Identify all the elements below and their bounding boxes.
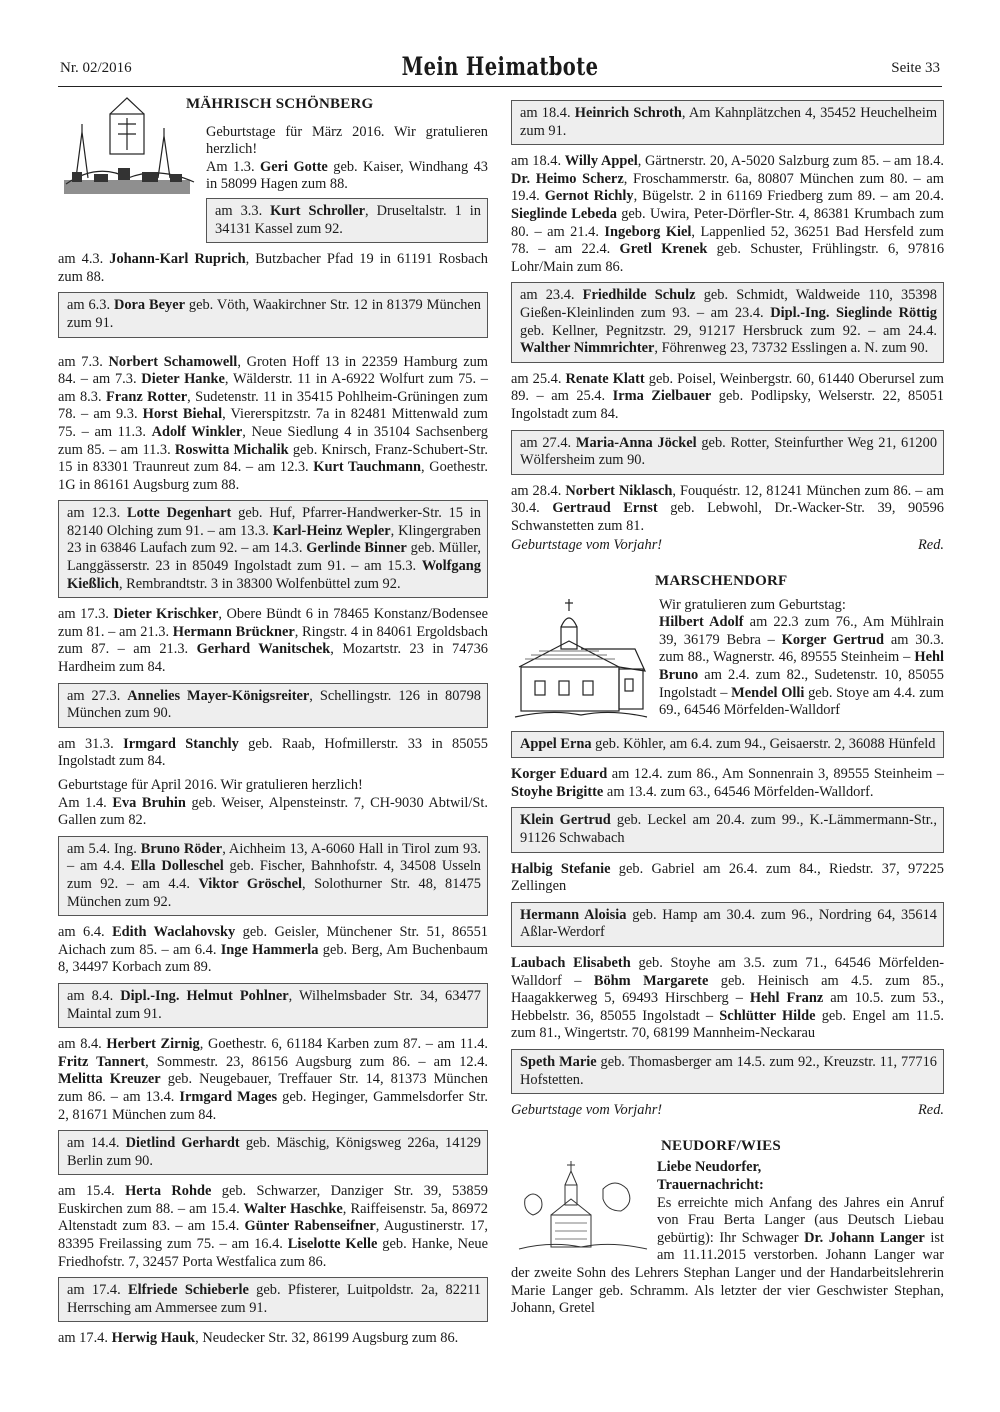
person-name: Halbig Stefanie: [511, 860, 611, 877]
greeting: Liebe Neudorfer,: [657, 1159, 762, 1176]
person-name: Norbert Schamowell: [108, 353, 238, 370]
text: geb. Heginger, Gammelsdorfer Str. 2, 81671 München zum 84.: [58, 1088, 488, 1123]
person-name: Melitta Kreuzer: [58, 1071, 161, 1088]
person-name: Günter Rabenseifner: [244, 1218, 376, 1235]
person-name: Korger Gertrud: [781, 631, 885, 648]
page-number: Seite 33: [891, 60, 940, 76]
text: geb. Schuster, Frühlingstr. 6, 97816 Lohr/Main zum 86.: [511, 241, 945, 275]
text: , Wälderstr. 11 in A-6922 Wolfurt zum 75. – am 8.3.: [58, 371, 488, 405]
boxed-entry: [58, 836, 488, 916]
person-name: Friedhilde Schulz: [582, 287, 696, 304]
text: geb. Kellner, Pegnitzstr. 29, 91217 Hersbruck zum 92. – am 24.4.: [520, 322, 937, 339]
details: geb. Pfisterer, Luitpoldstr. 2a, 82211 Herrsching am Ammersee zum 91.: [67, 1282, 481, 1316]
text: , Sudetenstr. 11 in 35415 Pohlheim-Grüningen zum 78. – am 9.3.: [58, 388, 488, 423]
person-name: Gretl Krenek: [619, 241, 708, 258]
text: am 23.4.: [520, 287, 583, 304]
entry: [58, 1183, 488, 1271]
person-name: Hehl Franz: [749, 990, 824, 1007]
boxed-entry: [58, 1130, 488, 1175]
person-name: Appel Erna: [520, 735, 592, 752]
person-name: Dieter Krischker: [113, 606, 219, 623]
details: , Am Kahnplätzchen 4, 35452 Heuchelheim zum 91.: [520, 105, 938, 139]
text: geb. Berg, Am Buchenbaum 8, 34497 Korbach zum 89.: [58, 941, 488, 976]
person-name: Renate Klatt: [565, 370, 645, 387]
person-name: Eva Bruhin: [112, 794, 186, 811]
boxed-entry: [511, 807, 944, 852]
details: geb. Weiser, Alpensteinstr. 7, CH-9030 Abtwil/St. Gallen zum 82.: [58, 794, 488, 829]
date: am 31.3.: [58, 735, 124, 752]
intro-text: [206, 124, 488, 194]
person-name: Walter Haschke: [243, 1200, 343, 1217]
editor-mark: Red.: [918, 537, 944, 554]
person-name: Lotte Degenhart: [127, 505, 232, 522]
town-illustration-icon: [58, 92, 198, 210]
text: geb. Huf, Pfarrer-Handwerker-Str. 15 in 82140 Olching zum 91. – am 13.3.: [67, 505, 481, 539]
person-name: Speth Marie: [520, 1053, 597, 1070]
person-name: Walther Nimmrichter: [520, 340, 655, 357]
text: , Gärtnerstr. 20, A-5020 Salzburg zum 85. – am 18.4.: [637, 153, 944, 170]
section-title-neudorf: NEUDORF/WIES: [661, 1137, 781, 1154]
marschendorf-intro: [511, 597, 944, 727]
text: geb. Schwarzer, Danziger Str. 39, 53859 Euskirchen zum 88. – am 15.4.: [58, 1183, 488, 1217]
date: am 17.4.: [58, 1330, 112, 1347]
person-name: Dieter Hanke: [141, 371, 225, 388]
april-intro: [58, 777, 488, 830]
text: am 8.4.: [58, 1036, 107, 1053]
person-name: Laubach Elisabeth: [511, 955, 631, 971]
text: am 12.3.: [67, 505, 127, 522]
person-name: Edith Waclahovsky: [112, 924, 236, 941]
person-name: Irmgard Mages: [179, 1088, 278, 1105]
person-name: Inge Hammerla: [220, 941, 319, 958]
details: geb. Köhler, am 6.4. zum 94., Geisaerstr. 2, 36088 Hünfeld: [591, 735, 936, 752]
text: am 30.3. zum 88., Wagnerstr. 46, 89555 Steinheim –: [659, 631, 944, 666]
footnote: [511, 537, 944, 555]
person-name: Sieglinde Lebeda: [511, 205, 617, 222]
text: geb. Müller, Langgässerstr. 23 in 85049 Ingolstadt zum 91. – am 15.3.: [67, 540, 481, 575]
section-intro: [58, 92, 488, 251]
date: am 14.4.: [67, 1135, 126, 1152]
person-name: Irmgard Stanchly: [123, 735, 239, 752]
neudorf-article: [511, 1159, 944, 1317]
details: geb. Mäschig, Königsweg 226a, 14129 Berlin zum 90.: [67, 1135, 481, 1169]
person-name: Heinrich Schroth: [574, 105, 682, 121]
person-name: Viktor Gröschel: [198, 875, 303, 892]
details: , Wilhelmsbader Str. 34, 63477 Maintal zum 91.: [67, 987, 481, 1022]
date: am 27.4.: [520, 434, 576, 451]
person-name: Stoyhe Brigitte: [511, 783, 604, 800]
person-name: Gernot Richly: [544, 188, 634, 205]
person-name: Herwig Hauk: [111, 1330, 196, 1347]
person-name: Kurt Schroller: [270, 202, 366, 219]
details: geb. Raab, Hofmillerstr. 33 in 85055 Ingolstadt zum 84.: [58, 735, 488, 770]
text: , Goethestr. 6, 61184 Karben zum 87. – am 11.4.: [199, 1036, 488, 1053]
boxed-entry: [58, 292, 488, 337]
details: geb. Thomasberger am 14.5. zum 92., Kreuzstr. 11, 77716 Hofstetten.: [520, 1053, 937, 1088]
text: , Aichheim 13, A-6060 Hall in Tirol zum 93. – am 4.4.: [67, 840, 482, 875]
person-name: Hilbert Adolf: [659, 614, 744, 631]
person-name: Elfriede Schieberle: [128, 1282, 249, 1299]
date: Am 1.4.: [58, 794, 113, 811]
details: geb. Hamp am 30.4. zum 96., Nordring 64, 35614 Aßlar-Werdorf: [520, 906, 937, 941]
entry: [58, 606, 488, 676]
person-name: Annelies Mayer-Königsreiter: [127, 687, 310, 704]
text: geb. Stoye am 4.4. zum 69., 64546 Mörfelden-Walldorf: [659, 684, 944, 719]
text: geb. Lebwohl, Dr.-Wacker-Str. 39, 90596 Schwanstetten zum 81.: [511, 500, 944, 534]
text: , Froschammerstr. 6a, 80807 München zum 80. – am 19.4.: [511, 170, 944, 205]
person-name: Hermann Brückner: [172, 623, 295, 640]
text: am 22.3 zum 76., Am Mühlrain 39, 36179 Bebra –: [659, 614, 944, 648]
entry: [58, 354, 488, 495]
text: geb. Uwira, Peter-Dörfler-Str. 4, 86381 Krumbach zum 80. – am 21.4.: [511, 205, 944, 240]
person-name: Wolfgang Kießlich: [67, 558, 481, 592]
text: geb. Stoyhe am 3.5. zum 71., 64546 Mörfelden-Walldorf –: [511, 955, 944, 989]
text: , Fouquéstr. 12, 81241 München zum 86. – am 30.4.: [511, 482, 944, 517]
text: geb. Engel am 11.5. zum 81., Wingertstr. 70, 68199 Mannheim-Neckarau: [511, 1007, 944, 1042]
person-name: Liselotte Kelle: [287, 1236, 378, 1253]
person-name: Fritz Tannert: [58, 1053, 146, 1070]
entry: [58, 736, 488, 771]
person-name: Dora Beyer: [113, 297, 185, 314]
footnote-text: Geburtstage vom Vorjahr!: [511, 1102, 663, 1119]
text: am 25.4.: [511, 370, 566, 387]
details: geb. Kaiser, Windhang 43 in 58099 Hagen zum 88.: [206, 158, 488, 193]
person-name: Klein Gertrud: [520, 812, 611, 829]
article-text: ist am 11.11.2015 verstorben. Johann Langer war der zweite Sohn des Lehrers Stephan Langer und der Handarbeitslehrerin Marie Langer geb. Schramm. Als letzter der vier Geschwister Stephan, Johann, Gretel: [511, 1229, 944, 1317]
text: geb. Poisel, Weinbergstr. 60, 61440 Oberursel zum 89. – am 25.4.: [511, 370, 944, 405]
entry: [511, 766, 944, 801]
person-name: Herta Rohde: [125, 1183, 212, 1200]
text: geb. Knirsch, Franz-Schubert-Str. 15 in 83301 Traunreut zum 84. – am 12.3.: [58, 441, 489, 476]
text: , Groten Hoff 13 in 22359 Hamburg zum 84. – am 7.3.: [58, 353, 488, 388]
text: geb. Hanke, Neue Friedhofstr. 7, 32457 Porta Westfalica zum 86.: [58, 1236, 489, 1270]
details: , Neudecker Str. 32, 86199 Augsburg zum 86.: [195, 1330, 459, 1347]
person-name: Karl-Heinz Wepler: [272, 522, 391, 539]
text: , Rembrandtstr. 3 in 38300 Wolfenbüttel zum 92.: [118, 575, 401, 592]
person-name: Korger Eduard: [511, 766, 608, 783]
entry: [511, 371, 944, 424]
issue-number: Nr. 02/2016: [60, 60, 132, 76]
intro-line: Wir gratulieren zum Geburtstag:: [659, 596, 846, 613]
person-name: Dipl.-Ing. Sieglinde Röttig: [770, 304, 937, 321]
person-name: Mendel Olli: [731, 684, 805, 701]
person-name: Ella Dolleschel: [130, 858, 224, 875]
boxed-entry: [511, 731, 944, 759]
text: am 18.4.: [511, 153, 565, 170]
boxed-entry: [58, 500, 488, 598]
entry: [511, 861, 944, 896]
person-name: Hermann Aloisia: [520, 906, 627, 923]
person-name: Gertraud Ernst: [552, 500, 658, 517]
person-name: Dietlind Gerhardt: [125, 1135, 240, 1152]
editor-mark: Red.: [918, 1102, 944, 1119]
date: am 8.4.: [67, 987, 121, 1004]
text: am 12.4. zum 86., Am Sonnenrain 3, 89555 Steinheim –: [607, 766, 944, 783]
left-column: [58, 92, 488, 1354]
person-name: Dr. Johann Langer: [804, 1229, 925, 1246]
text: geb. Heinisch am 4.5. zum 85., Haagakkerweg 5, 69493 Hirschberg –: [511, 972, 944, 1007]
text: , Raiffeisenstr. 5a, 86972 Altenstadt zum 83. – am 15.4.: [58, 1200, 488, 1235]
text: , Viererspitzstr. 7a in 82481 Mittenwald zum 75. – am 11.3.: [58, 406, 489, 440]
person-name: Kurt Tauchmann: [313, 459, 422, 476]
newspaper-title: Mein Heimatbote: [401, 52, 599, 81]
details: geb. Gabriel am 26.4. zum 84., Riedstr. 37, 97225 Zellingen: [511, 860, 945, 895]
person-name: Willy Appel: [564, 153, 638, 170]
page-header: [58, 52, 942, 87]
text: am 15.4.: [58, 1183, 126, 1200]
text: am 2.4. zum 82., Sudetenstr. 10, 85055 Ingolstadt –: [659, 667, 944, 701]
boxed-entry: [58, 1277, 488, 1322]
text: geb. Neugebauer, Treffauer Str. 14, 81373 München zum 86. – am 13.4.: [58, 1071, 488, 1105]
person-name: Roswitta Michalik: [174, 441, 289, 458]
date: am 17.4.: [67, 1282, 129, 1299]
boxed-entry: [511, 282, 944, 362]
date: am 27.3.: [67, 687, 128, 704]
details: , Druseltalstr. 1 in 34131 Kassel zum 92.: [215, 202, 481, 237]
person-name: Franz Rotter: [105, 388, 188, 405]
person-name: Bruno Röder: [140, 840, 223, 857]
person-name: Ingeborg Kiel: [604, 223, 692, 240]
person-name: Schlütter Hilde: [719, 1007, 816, 1024]
footnote-text: Geburtstage vom Vorjahr!: [511, 537, 663, 554]
person-name: Horst Biehal: [142, 406, 223, 423]
text: am 13.4. zum 63., 64546 Mörfelden-Walldorf.: [603, 783, 874, 800]
entry: [58, 1330, 488, 1348]
text: , Ringstr. 4 in 84061 Ergoldsbach zum 87. – am 21.3.: [58, 623, 488, 658]
entry: [511, 955, 944, 1043]
text: , Lappenlied 52, 36251 Bad Hersfeld zum 78. – am 22.4.: [511, 223, 944, 258]
boxed-entry: [58, 983, 488, 1028]
entry: [58, 924, 488, 977]
village-church-illustration-icon: [511, 1159, 651, 1259]
text: , Mozartstr. 23 in 74736 Hardheim zum 84.: [58, 641, 488, 676]
text: , Goethestr. 1G in 86161 Augsburg zum 88.: [58, 459, 488, 493]
subheading: Trauernachricht:: [657, 1176, 764, 1193]
text: geb. Geisler, Münchener Str. 51, 86551 Aichach zum 85. – am 6.4.: [58, 924, 488, 958]
boxed-entry: [511, 430, 944, 475]
text: am 28.4.: [511, 482, 566, 499]
date: am 3.3.: [215, 202, 271, 219]
person-name: Gerhard Wanitschek: [196, 641, 331, 658]
text: am 7.3.: [58, 353, 109, 370]
details: geb. Vöth, Waakirchner Str. 12 in 81379 München zum 91.: [67, 297, 481, 331]
entry: [58, 1036, 488, 1124]
person-name: Gerlinde Binner: [306, 540, 407, 557]
entry: [511, 153, 944, 276]
text: , Föhrenweg 23, 73732 Esslingen a. N. zum 90.: [654, 340, 929, 357]
boxed-entry: [58, 683, 488, 728]
text: , Neue Siedlung 4 in 35104 Sachsenberg zum 85. – am 11.3.: [58, 423, 489, 458]
text: am 10.5. zum 53., Hebbelstr. 36, 85055 Ingolstadt –: [511, 990, 944, 1024]
intro-line: Geburtstage für März 2016. Wir gratulieren herzlich!: [206, 123, 488, 158]
entry: [659, 614, 944, 720]
person-name: Norbert Niklasch: [565, 482, 673, 499]
right-column: [511, 92, 944, 1318]
text: am 5.4. Ing.: [67, 840, 141, 857]
person-name: Böhm Margarete: [593, 972, 709, 989]
date: am 4.3.: [58, 251, 110, 268]
text: , Obere Bündt 6 in 78465 Konstanz/Bodensee zum 81. – am 21.3.: [58, 606, 489, 640]
church-illustration-icon: [511, 597, 651, 727]
text: , Klingergraben 23 in 63846 Laufach zum 92. – am 14.3.: [67, 522, 481, 557]
person-name: Hehl Bruno: [659, 649, 944, 684]
details: , Schellingstr. 126 in 80798 München zum 90.: [67, 687, 482, 722]
person-name: Herbert Zirnig: [106, 1036, 200, 1053]
date: am 18.4.: [520, 105, 575, 121]
person-name: Dr. Heimo Scherz: [511, 170, 624, 187]
details: geb. Leckel am 20.4. zum 99., K.-Lämmermann-Str., 91126 Schwabach: [520, 812, 937, 847]
details: , Butzbacher Pfad 19 in 61191 Rosbach zum 88.: [58, 251, 489, 285]
person-name: Irma Zielbauer: [612, 388, 712, 405]
date: Am 1.3.: [206, 158, 261, 175]
person-name: Adolf Winkler: [151, 423, 243, 440]
person-name: Geri Gotte: [260, 158, 328, 175]
text: am 17.3.: [58, 606, 114, 623]
text: geb. Podlipsky, Welserstr. 22, 85051 Ingolstadt zum 84.: [511, 388, 944, 422]
text: , Sommestr. 23, 86156 Augsburg zum 86. – am 12.4.: [145, 1053, 488, 1070]
boxed-entry: [511, 1049, 944, 1094]
entry: [511, 483, 944, 536]
date: am 6.3.: [67, 297, 114, 314]
section-title-marschendorf: MARSCHENDORF: [655, 573, 788, 590]
details: geb. Rotter, Steinfurther Weg 21, 61200 Wölfersheim zum 90.: [520, 434, 938, 469]
text: am 6.4.: [58, 924, 113, 941]
boxed-entry: [511, 100, 944, 145]
person-name: Dipl.-Ing. Helmut Pohlner: [120, 987, 289, 1004]
text: geb. Schmidt, Waldweide 110, 35398 Gießen-Kleinlinden zum 93. – am 23.4.: [520, 287, 937, 321]
text: geb. Fischer, Bahnhofstr. 4, 34508 Usseln zum 92. – am 4.4.: [67, 858, 482, 892]
text: , Solothurner Str. 48, 81475 München zum 92.: [67, 875, 481, 910]
intro-line: Geburtstage für April 2016. Wir gratulieren herzlich!: [58, 777, 363, 793]
text: , Bügelstr. 2 in 61169 Friedberg zum 89. – am 20.4.: [633, 188, 944, 205]
article-text: Es erreichte mich Anfang des Jahres ein Anruf von Frau Berta Langer (aus Deutsch Liebau gebürtig): Ihr Schwager: [657, 1194, 944, 1246]
person-name: Maria-Anna Jöckel: [575, 434, 697, 451]
section-title-maehrisch: MÄHRISCH SCHÖNBERG: [186, 96, 374, 112]
person-name: Johann-Karl Ruprich: [109, 251, 246, 268]
boxed-entry: [206, 198, 488, 243]
text: , Augustinerstr. 17, 83395 Freilassing zum 75. – am 16.4.: [58, 1218, 488, 1253]
entry: [58, 251, 488, 286]
boxed-entry: [511, 902, 944, 947]
footnote: [511, 1102, 944, 1120]
